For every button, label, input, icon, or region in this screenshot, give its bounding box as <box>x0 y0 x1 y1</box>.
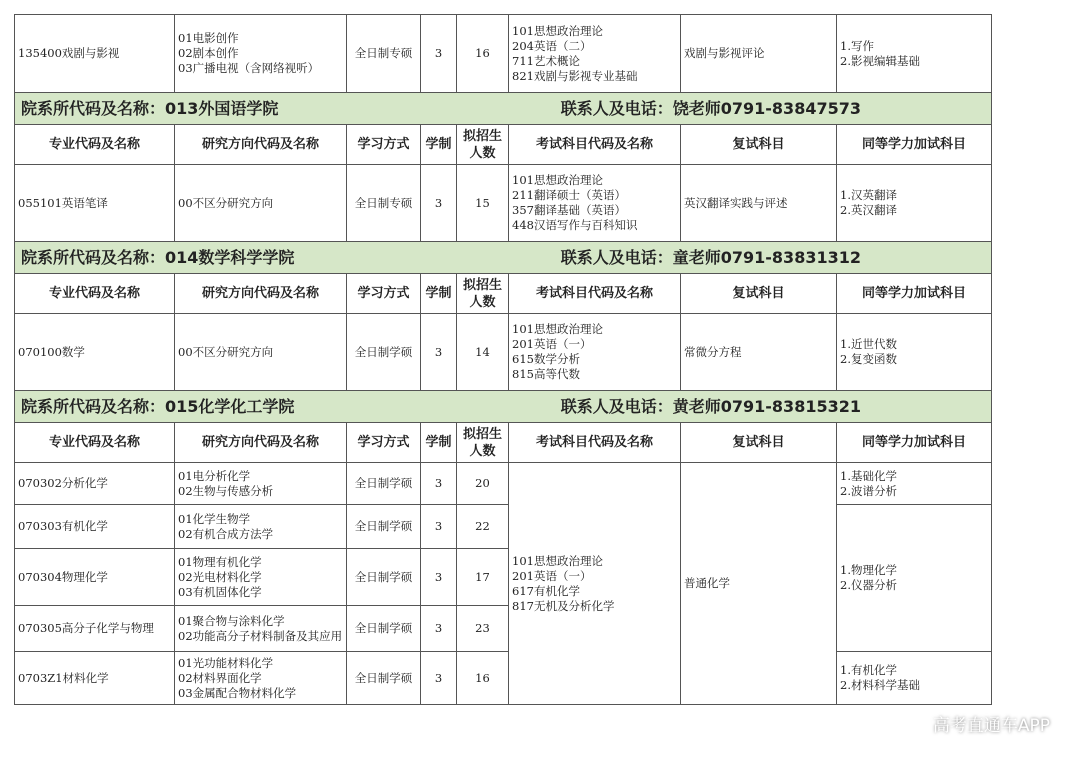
mode-cell: 全日制学硕 <box>347 652 421 705</box>
header-major: 专业代码及名称 <box>15 274 175 314</box>
table-row <box>15 652 992 705</box>
header-mode: 学习方式 <box>347 274 421 314</box>
dept-header-row <box>15 93 992 125</box>
header-retest: 复试科目 <box>681 274 837 314</box>
major-cell: 070303有机化学 <box>15 505 175 549</box>
years-cell: 3 <box>421 606 457 652</box>
quota-cell: 22 <box>457 505 509 549</box>
extra-cell: 1.基础化学 2.波谱分析 <box>837 463 992 505</box>
mode-cell: 全日制专硕 <box>347 15 421 93</box>
major-cell: 070304物理化学 <box>15 549 175 606</box>
years-cell: 3 <box>421 505 457 549</box>
years-cell: 3 <box>421 549 457 606</box>
table-row <box>15 463 992 505</box>
header-extra: 同等学力加试科目 <box>837 125 992 165</box>
direction-cell: 01物理有机化学 02光电材料化学 03有机固体化学 <box>175 549 347 606</box>
quota-cell: 23 <box>457 606 509 652</box>
dept-name: 院系所代码及名称：015化学化工学院 <box>21 397 295 416</box>
exam-cell: 101思想政治理论 211翻译硕士（英语） 357翻译基础（英语） 448汉语写作与百科知识 <box>509 165 681 242</box>
direction-cell: 00不区分研究方向 <box>175 165 347 242</box>
table-row <box>15 15 992 93</box>
exam-cell-merged: 101思想政治理论 201英语（一） 617有机化学 817无机及分析化学 <box>509 463 681 705</box>
major-cell: 070100数学 <box>15 314 175 391</box>
table-row <box>15 165 992 242</box>
header-quota: 拟招生 人数 <box>457 125 509 165</box>
header-exam: 考试科目代码及名称 <box>509 274 681 314</box>
quota-cell: 14 <box>457 314 509 391</box>
retest-cell: 英汉翻译实践与评述 <box>681 165 837 242</box>
years-cell: 3 <box>421 314 457 391</box>
column-header-row <box>15 423 992 463</box>
header-extra: 同等学力加试科目 <box>837 423 992 463</box>
admissions-table <box>14 14 992 705</box>
quota-cell: 16 <box>457 652 509 705</box>
direction-cell: 01电分析化学 02生物与传感分析 <box>175 463 347 505</box>
years-cell: 3 <box>421 165 457 242</box>
mode-cell: 全日制学硕 <box>347 463 421 505</box>
header-major: 专业代码及名称 <box>15 423 175 463</box>
years-cell: 3 <box>421 652 457 705</box>
header-exam: 考试科目代码及名称 <box>509 423 681 463</box>
direction-cell: 01电影创作 02剧本创作 03广播电视（含网络视听） <box>175 15 347 93</box>
header-retest: 复试科目 <box>681 423 837 463</box>
header-quota: 拟招生 人数 <box>457 274 509 314</box>
mode-cell: 全日制学硕 <box>347 549 421 606</box>
quota-cell: 15 <box>457 165 509 242</box>
retest-cell-merged: 普通化学 <box>681 463 837 705</box>
mode-cell: 全日制学硕 <box>347 606 421 652</box>
dept-contact: 联系人及电话：饶老师0791-83847573 <box>560 99 861 118</box>
dept-header-row <box>15 391 992 423</box>
table-row <box>15 314 992 391</box>
quota-cell: 20 <box>457 463 509 505</box>
major-cell: 0703Z1材料化学 <box>15 652 175 705</box>
header-exam: 考试科目代码及名称 <box>509 125 681 165</box>
header-mode: 学习方式 <box>347 125 421 165</box>
extra-cell: 1.近世代数 2.复变函数 <box>837 314 992 391</box>
retest-cell: 常微分方程 <box>681 314 837 391</box>
header-major: 专业代码及名称 <box>15 125 175 165</box>
dept-contact: 联系人及电话：黄老师0791-83815321 <box>560 397 861 416</box>
watermark: 高考直通车APP <box>932 716 1050 736</box>
dept-name: 院系所代码及名称：013外国语学院 <box>21 99 279 118</box>
quota-cell: 17 <box>457 549 509 606</box>
direction-cell: 00不区分研究方向 <box>175 314 347 391</box>
extra-cell: 1.写作 2.影视编辑基础 <box>837 15 992 93</box>
mode-cell: 全日制专硕 <box>347 165 421 242</box>
retest-cell: 戏剧与影视评论 <box>681 15 837 93</box>
direction-cell: 01聚合物与涂料化学 02功能高分子材料制备及其应用 <box>175 606 347 652</box>
header-quota: 拟招生 人数 <box>457 423 509 463</box>
column-header-row <box>15 274 992 314</box>
header-years: 学制 <box>421 125 457 165</box>
extra-cell-merged: 1.物理化学 2.仪器分析 <box>837 505 992 652</box>
column-header-row <box>15 125 992 165</box>
mode-cell: 全日制学硕 <box>347 314 421 391</box>
years-cell: 3 <box>421 463 457 505</box>
dept-contact: 联系人及电话：童老师0791-83831312 <box>560 248 861 267</box>
exam-cell: 101思想政治理论 204英语（二） 711艺术概论 821戏剧与影视专业基础 <box>509 15 681 93</box>
mode-cell: 全日制学硕 <box>347 505 421 549</box>
major-cell: 070302分析化学 <box>15 463 175 505</box>
header-direction: 研究方向代码及名称 <box>175 423 347 463</box>
header-direction: 研究方向代码及名称 <box>175 274 347 314</box>
extra-cell: 1.有机化学 2.材料科学基础 <box>837 652 992 705</box>
table-row <box>15 505 992 549</box>
header-extra: 同等学力加试科目 <box>837 274 992 314</box>
quota-cell: 16 <box>457 15 509 93</box>
header-direction: 研究方向代码及名称 <box>175 125 347 165</box>
major-cell: 070305高分子化学与物理 <box>15 606 175 652</box>
dept-name: 院系所代码及名称：014数学科学学院 <box>21 248 295 267</box>
header-years: 学制 <box>421 423 457 463</box>
major-cell: 055101英语笔译 <box>15 165 175 242</box>
dept-header-row <box>15 242 992 274</box>
years-cell: 3 <box>421 15 457 93</box>
major-cell: 135400戏剧与影视 <box>15 15 175 93</box>
header-mode: 学习方式 <box>347 423 421 463</box>
extra-cell: 1.汉英翻译 2.英汉翻译 <box>837 165 992 242</box>
header-retest: 复试科目 <box>681 125 837 165</box>
exam-cell: 101思想政治理论 201英语（一） 615数学分析 815高等代数 <box>509 314 681 391</box>
direction-cell: 01光功能材料化学 02材料界面化学 03金属配合物材料化学 <box>175 652 347 705</box>
header-years: 学制 <box>421 274 457 314</box>
direction-cell: 01化学生物学 02有机合成方法学 <box>175 505 347 549</box>
